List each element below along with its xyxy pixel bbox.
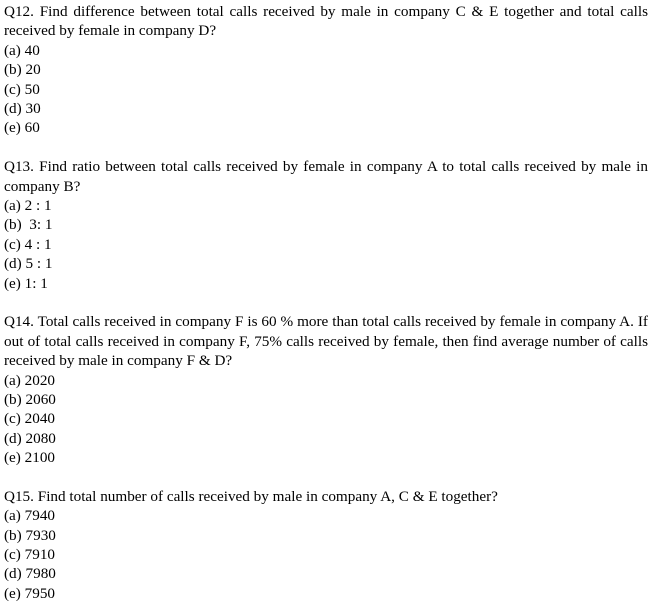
option-a: (a) 40	[4, 41, 40, 59]
option-list	[4, 371, 648, 468]
option-e: (e) 1: 1	[4, 274, 48, 292]
option-a: (a) 7940	[4, 507, 56, 525]
option-a: (a) 2 : 1	[4, 196, 52, 214]
option-b: (b) 20	[4, 61, 41, 79]
option-e: (e) 2100	[4, 449, 56, 467]
option-d: (d) 2080	[4, 429, 56, 447]
spacer	[4, 138, 648, 157]
option-d: (d) 7980	[4, 565, 56, 583]
spacer	[4, 293, 648, 312]
option-e: (e) 60	[4, 119, 40, 137]
question-q14	[4, 312, 648, 467]
question-stem: Q14. Total calls received in company F is 60 % more than total calls received by female in company A. If out of total calls received in company F, 75% calls received by female, then find average number of calls received by male in company F & D?	[4, 313, 648, 370]
option-d: (d) 30	[4, 99, 41, 117]
question-sheet	[4, 2, 648, 603]
question-stem: Q13. Find ratio between total calls received by female in company A to total calls received by male in company B?	[4, 158, 648, 195]
question-q12	[4, 2, 648, 138]
option-b: (b) 7930	[4, 526, 56, 544]
option-c: (c) 7910	[4, 546, 56, 564]
spacer	[4, 467, 648, 486]
option-c: (c) 50	[4, 80, 40, 98]
option-a: (a) 2020	[4, 371, 56, 389]
question-q15	[4, 487, 648, 603]
option-list	[4, 506, 648, 603]
option-c: (c) 2040	[4, 410, 56, 428]
option-list	[4, 196, 648, 293]
option-list	[4, 41, 648, 138]
option-b: (b) 3: 1	[4, 216, 53, 234]
option-c: (c) 4 : 1	[4, 235, 52, 253]
question-q13	[4, 157, 648, 293]
option-d: (d) 5 : 1	[4, 255, 53, 273]
option-b: (b) 2060	[4, 390, 56, 408]
question-stem: Q15. Find total number of calls received by male in company A, C & E together?	[4, 487, 498, 505]
question-stem: Q12. Find difference between total calls received by male in company C & E together and total calls received by female in company D?	[4, 3, 648, 40]
option-e: (e) 7950	[4, 584, 56, 602]
